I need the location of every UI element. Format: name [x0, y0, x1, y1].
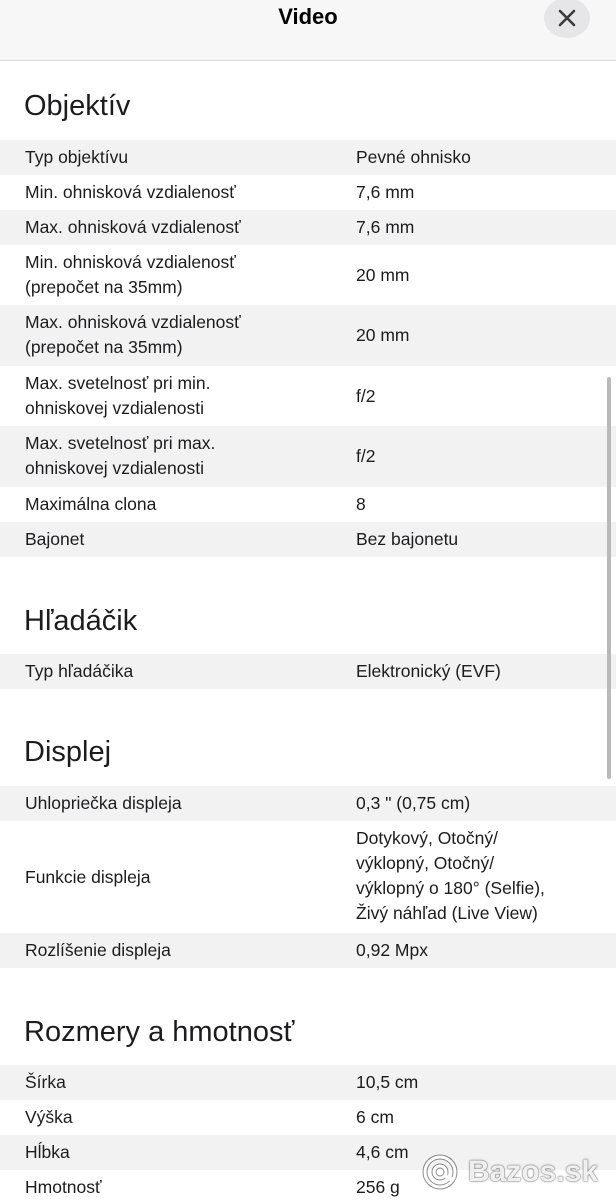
- spec-row: [0, 1100, 616, 1135]
- spec-value: 10,5 cm: [356, 1072, 419, 1092]
- top-bar: [0, 0, 616, 61]
- section-title-rozmery: Rozmery a hmotnosť: [24, 1016, 295, 1048]
- spec-row: [0, 305, 616, 366]
- spec-row: [0, 140, 616, 175]
- spec-label: Výška: [25, 1107, 73, 1127]
- spec-label: Šírka: [25, 1072, 66, 1092]
- spec-value: Pevné ohnisko: [356, 147, 471, 167]
- spec-value: 6 cm: [356, 1107, 394, 1127]
- spec-row: [0, 175, 616, 210]
- close-icon: [558, 9, 576, 27]
- spec-label: Maximálna clona: [25, 494, 157, 514]
- watermark-text: Bazos.sk: [468, 1155, 599, 1188]
- spec-label: Hmotnosť: [25, 1177, 102, 1197]
- spec-value: 8: [356, 494, 366, 514]
- scrollbar[interactable]: [607, 377, 611, 779]
- spec-row: [0, 426, 616, 487]
- spec-label: Min. ohnisková vzdialenosť (prepočet na 35mm): [25, 252, 236, 297]
- spec-row: [0, 366, 616, 426]
- spec-label: Min. ohnisková vzdialenosť: [25, 182, 236, 202]
- section-title-hladacik: Hľadáčik: [24, 605, 138, 637]
- spec-label: Max. ohnisková vzdialenosť: [25, 217, 241, 237]
- spec-value: f/2: [356, 386, 376, 406]
- spec-value: Dotykový, Otočný/ výklopný, Otočný/ výklopný o 180° (Selfie), Živý náhľad (Live View): [356, 828, 545, 923]
- section-title-objektiv: Objektív: [24, 90, 131, 122]
- spec-value: 256 g: [356, 1177, 400, 1197]
- spec-label: Funkcie displeja: [25, 867, 151, 887]
- spec-label: Typ objektívu: [25, 147, 129, 167]
- spec-row: [0, 654, 616, 689]
- spec-value: 7,6 mm: [356, 217, 415, 237]
- spec-label: Uhlopriečka displeja: [25, 793, 182, 813]
- spec-row: [0, 1065, 616, 1100]
- spec-row: [0, 487, 616, 522]
- close-button[interactable]: [544, 0, 590, 38]
- spec-row: [0, 245, 616, 305]
- spec-value: 0,92 Mpx: [356, 940, 428, 960]
- spec-value: Bez bajonetu: [356, 529, 459, 549]
- spec-row: [0, 821, 616, 933]
- page-title: Video: [278, 4, 338, 29]
- spec-label: Max. svetelnosť pri min. ohniskovej vzdialenosti: [25, 373, 211, 418]
- spec-label: Max. ohnisková vzdialenosť (prepočet na 35mm): [25, 312, 241, 357]
- spec-row: [0, 933, 616, 968]
- watermark: [420, 1150, 598, 1194]
- spec-value: f/2: [356, 446, 376, 466]
- spec-value: Elektronický (EVF): [356, 661, 501, 681]
- spec-value: 4,6 cm: [356, 1142, 409, 1162]
- spec-value: 0,3 " (0,75 cm): [356, 793, 471, 813]
- section-title-displej: Displej: [24, 736, 112, 768]
- spec-value: 20 mm: [356, 265, 410, 285]
- at-swirl-icon: [420, 1152, 464, 1192]
- spec-row: [0, 210, 616, 245]
- spec-label: Rozlíšenie displeja: [25, 940, 171, 960]
- spec-row: [0, 522, 616, 557]
- spec-label: Hĺbka: [25, 1142, 70, 1162]
- spec-row: [0, 786, 616, 821]
- spec-value: 7,6 mm: [356, 182, 415, 202]
- spec-label: Max. svetelnosť pri max. ohniskovej vzdialenosti: [25, 433, 216, 478]
- spec-label: Typ hľadáčika: [25, 661, 134, 681]
- spec-value: 20 mm: [356, 325, 410, 345]
- spec-label: Bajonet: [25, 529, 85, 549]
